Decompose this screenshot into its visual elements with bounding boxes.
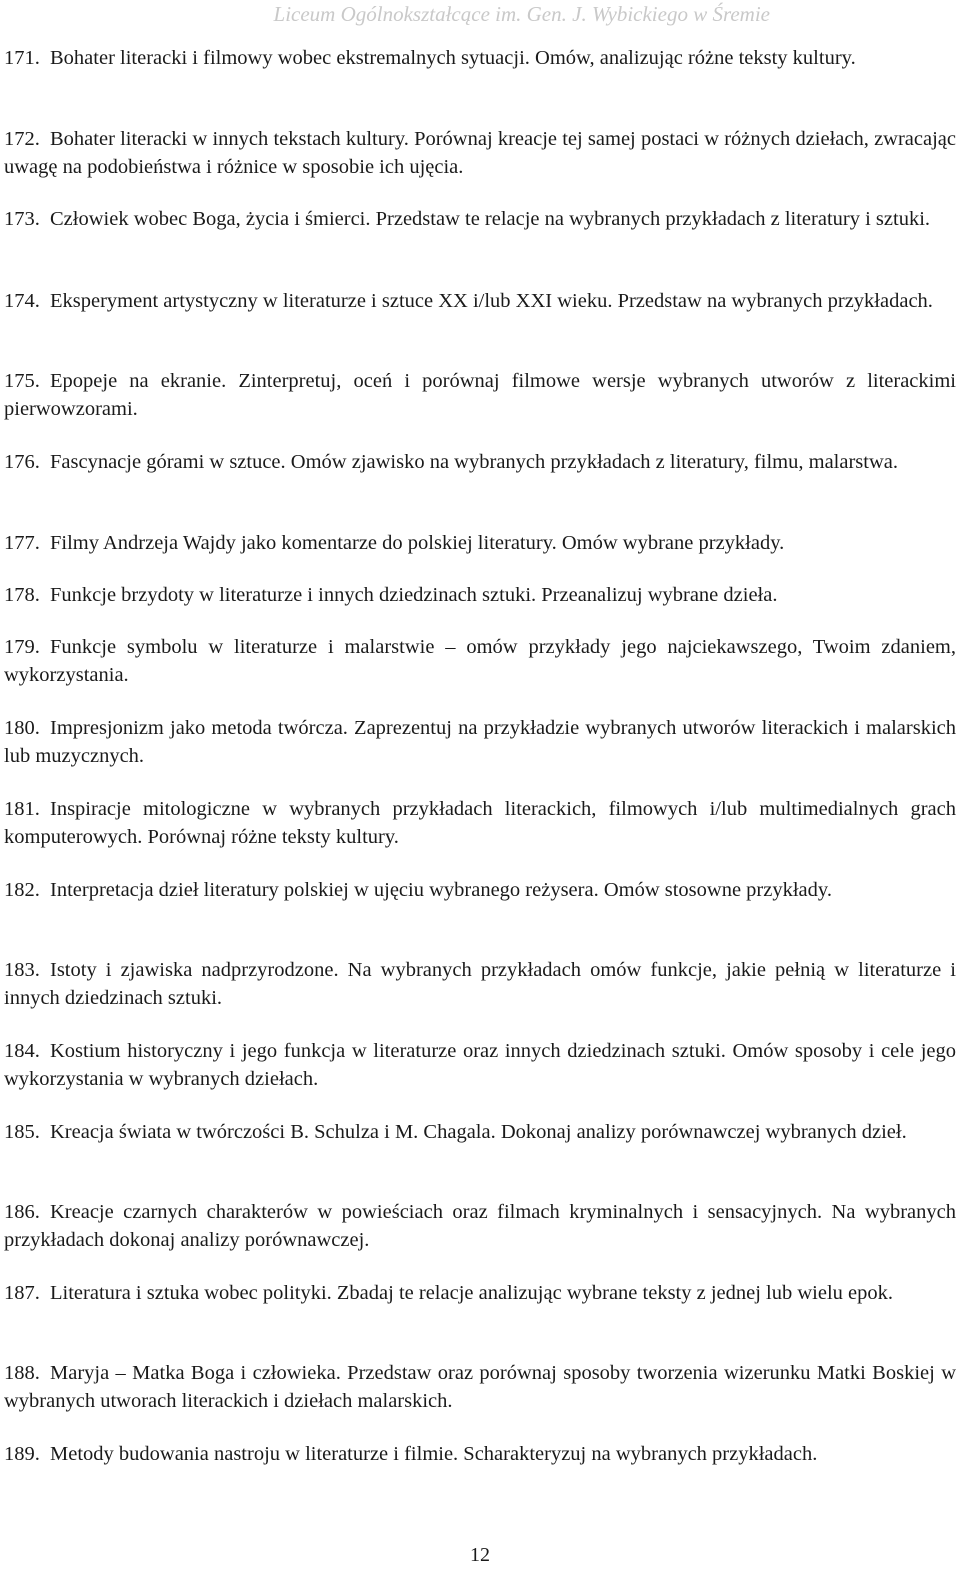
- item-text: Bohater literacki w innych tekstach kultury. Porównaj kreacje tej samej postaci w różnych dziełach, zwracając uwagę na podobieństwa i różnice w sposobie ich ujęcia.: [4, 128, 956, 178]
- item-text: Inspiracje mitologiczne w wybranych przykładach literackich, filmowych i/lub multimedialnych grach komputerowych. Porównaj różne teksty kultury.: [4, 798, 956, 848]
- item-text: Impresjonizm jako metoda twórcza. Zaprezentuj na przykładzie wybranych utworów literackich i malarskich lub muzycznych.: [4, 717, 956, 767]
- page-number: 12: [470, 1544, 490, 1566]
- item-number: 178.: [4, 584, 40, 606]
- item-text: Maryja – Matka Boga i człowieka. Przedstaw oraz porównaj sposoby tworzenia wizerunku Matki Boskiej w wybranych utworach literackich i dziełach malarskich.: [4, 1362, 956, 1412]
- item-text: Funkcje brzydoty w literaturze i innych dziedzinach sztuki. Przeanalizuj wybrane dzieła.: [50, 584, 778, 606]
- list-item: [4, 205, 956, 233]
- item-number: 187.: [4, 1282, 40, 1304]
- list-item: [4, 448, 956, 476]
- item-number: 185.: [4, 1121, 40, 1143]
- list-item: [4, 44, 956, 72]
- item-text: Bohater literacki i filmowy wobec ekstremalnych sytuacji. Omów, analizując różne teksty kultury.: [50, 47, 856, 69]
- item-number: 180.: [4, 717, 40, 739]
- item-text: Fascynacje górami w sztuce. Omów zjawisko na wybranych przykładach z literatury, filmu, malarstwa.: [50, 451, 898, 473]
- item-number: 186.: [4, 1201, 40, 1223]
- list-item: [4, 956, 956, 1012]
- page-header: Liceum Ogólnokształcące im. Gen. J. Wybickiego w Śremie: [273, 2, 770, 26]
- item-number: 189.: [4, 1443, 40, 1465]
- item-number: 171.: [4, 47, 40, 69]
- item-text: Eksperyment artystyczny w literaturze i sztuce XX i/lub XXI wieku. Przedstaw na wybranych przykładach.: [50, 290, 933, 312]
- list-item: [4, 581, 956, 609]
- list-item: [4, 876, 956, 904]
- item-text: Funkcje symbolu w literaturze i malarstwie – omów przykłady jego najciekawszego, Twoim zdaniem, wykorzystania.: [4, 636, 956, 686]
- list-item: [4, 795, 956, 851]
- item-text: Epopeje na ekranie. Zinterpretuj, oceń i porównaj filmowe wersje wybranych utworów z literackimi pierwowzorami.: [4, 370, 956, 420]
- item-number: 173.: [4, 208, 40, 230]
- list-item: [4, 1359, 956, 1415]
- list-item: [4, 1037, 956, 1093]
- list-item: [4, 1118, 956, 1146]
- item-text: Metody budowania nastroju w literaturze i filmie. Scharakteryzuj na wybranych przykładach.: [50, 1443, 818, 1465]
- item-number: 177.: [4, 532, 40, 554]
- item-number: 188.: [4, 1362, 40, 1384]
- item-text: Interpretacja dzieł literatury polskiej w ujęciu wybranego reżysera. Omów stosowne przykłady.: [50, 879, 832, 901]
- item-text: Istoty i zjawiska nadprzyrodzone. Na wybranych przykładach omów funkcje, jakie pełnią w literaturze i innych dziedzinach sztuki.: [4, 959, 956, 1009]
- list-item: [4, 529, 956, 557]
- list-item: [4, 714, 956, 770]
- item-number: 182.: [4, 879, 40, 901]
- item-text: Kreacja świata w twórczości B. Schulza i M. Chagala. Dokonaj analizy porównawczej wybranych dzieł.: [50, 1121, 907, 1143]
- list-item: [4, 367, 956, 423]
- item-text: Kreacje czarnych charakterów w powieściach oraz filmach kryminalnych i sensacyjnych. Na wybranych przykładach dokonaj analizy porównawczej.: [4, 1201, 956, 1251]
- item-text: Kostium historyczny i jego funkcja w literaturze oraz innych dziedzinach sztuki. Omów sposoby i cele jego wykorzystania w wybranych dziełach.: [4, 1040, 956, 1090]
- item-number: 175.: [4, 370, 40, 392]
- list-item: [4, 633, 956, 689]
- list-item: [4, 1279, 956, 1307]
- list-item: [4, 1198, 956, 1254]
- item-number: 174.: [4, 290, 40, 312]
- item-text: Literatura i sztuka wobec polityki. Zbadaj te relacje analizując wybrane teksty z jednej lub wielu epok.: [50, 1282, 894, 1304]
- item-number: 179.: [4, 636, 40, 658]
- item-number: 172.: [4, 128, 40, 150]
- item-text: Człowiek wobec Boga, życia i śmierci. Przedstaw te relacje na wybranych przykładach z literatury i sztuki.: [50, 208, 931, 230]
- list-item: [4, 287, 956, 315]
- item-text: Filmy Andrzeja Wajdy jako komentarze do polskiej literatury. Omów wybrane przykłady.: [50, 532, 785, 554]
- item-number: 176.: [4, 451, 40, 473]
- item-number: 181.: [4, 798, 40, 820]
- item-number: 183.: [4, 959, 40, 981]
- list-item: [4, 125, 956, 181]
- list-item: [4, 1440, 956, 1468]
- item-number: 184.: [4, 1040, 40, 1062]
